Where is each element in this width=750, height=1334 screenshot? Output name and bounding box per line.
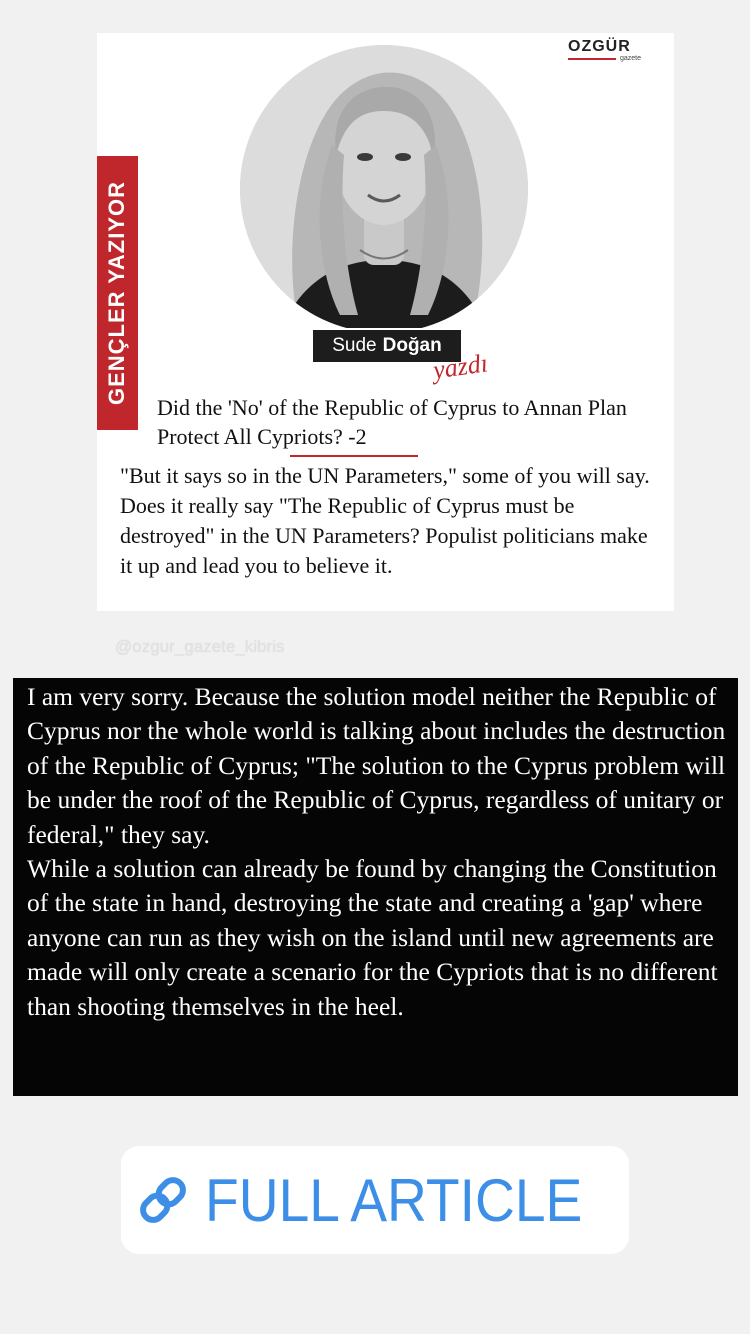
link-icon — [135, 1172, 191, 1228]
headline-underline — [290, 455, 418, 457]
author-signature: yazdı — [431, 348, 490, 385]
quote-paragraph-1: I am very sorry. Because the solution model neither the Republic of Cyprus nor the whole world is talking about includes the destruction of the Republic of Cyprus; "The solution to the Cyprus problem will be under the roof of the Republic of Cyprus, regardless of unitary or federal," they say. — [27, 682, 726, 849]
article-excerpt: "But it says so in the UN Parameters," some of you will say. Does it really say "The Republic of Cyprus must be destroyed" in the UN Parameters? Populist politicians make it up and lead you to believe it. — [120, 463, 650, 578]
section-tab — [97, 156, 138, 430]
article-headline: Did the 'No' of the Republic of Cyprus to Annan Plan Protect All Cypriots? -2 — [157, 395, 627, 449]
logo-subtext: gazete — [620, 55, 642, 62]
author-last-name: Doğan — [382, 335, 442, 356]
quote-text-box — [13, 678, 738, 1096]
author-photo — [240, 45, 528, 333]
logo-text: OZGÜR — [568, 38, 631, 55]
quote-paragraph-2: While a solution can already be found by changing the Constitution of the state in hand, destroying the state and creating a 'gap' where anyone can run as they wish on the island until new agreements are made will only create a scenario for the Cypriots that is no different than shooting themselves in the heel. — [27, 854, 718, 1021]
full-article-link-sticker[interactable] — [121, 1146, 629, 1254]
section-tab-label: GENÇLER YAZIYOR — [104, 180, 129, 406]
author-first-name: Sude — [332, 335, 377, 356]
brand-logo — [568, 38, 642, 62]
social-handle-watermark: @ozgur_gazete_kibris — [115, 637, 285, 656]
full-article-label: FULL ARTICLE — [204, 1166, 583, 1234]
logo-underline — [568, 58, 616, 60]
